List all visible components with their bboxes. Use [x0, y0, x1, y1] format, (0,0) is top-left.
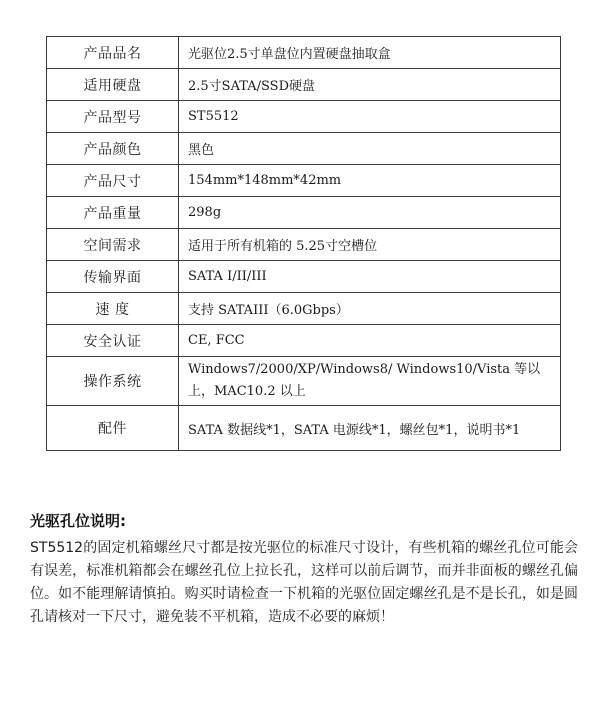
spec-row-interface [47, 261, 561, 293]
spec-row-certification [47, 325, 561, 357]
spec-row-model [47, 101, 561, 133]
spec-row-speed [47, 293, 561, 325]
spec-label: 产品尺寸 [47, 165, 179, 197]
mounting-hole-note [30, 511, 578, 629]
product-spec-table [46, 36, 561, 451]
spec-label: 配件 [47, 406, 179, 451]
note-body: ST5512的固定机箱螺丝尺寸都是按光驱位的标准尺寸设计，有些机箱的螺丝孔位可能会有误差，标准机箱都会在螺丝孔位上拉长孔，这样可以前后调节，而并非面板的螺丝孔偏位。如不能理解请慎拍。购买时请检查一下机箱的光驱位固定螺丝孔是不是长孔，如是圆孔请核对一下尺寸，避免装不平机箱，造成不必要的麻烦！ [30, 540, 578, 625]
spec-value: 黑色 [179, 133, 561, 165]
note-title: 光驱孔位说明: [30, 512, 126, 530]
spec-value: CE, FCC [179, 325, 561, 357]
spec-label: 适用硬盘 [47, 69, 179, 101]
spec-row-accessories [47, 406, 561, 451]
spec-row-product-name [47, 37, 561, 69]
spec-value: ST5512 [179, 101, 561, 133]
spec-row-dimensions [47, 165, 561, 197]
spec-value: 298g [179, 197, 561, 229]
spec-label: 速 度 [47, 293, 179, 325]
spec-value: 支持 SATAIII（6.0Gbps） [179, 293, 561, 325]
spec-value: SATA 数据线*1，SATA 电源线*1，螺丝包*1，说明书*1 [179, 406, 561, 451]
spec-value: SATA I/II/III [179, 261, 561, 293]
spec-label: 产品型号 [47, 101, 179, 133]
spec-label: 空间需求 [47, 229, 179, 261]
spec-row-color [47, 133, 561, 165]
spec-row-space-requirement [47, 229, 561, 261]
spec-label: 安全认证 [47, 325, 179, 357]
spec-label: 操作系统 [47, 357, 179, 406]
spec-label: 产品颜色 [47, 133, 179, 165]
spec-label: 传输界面 [47, 261, 179, 293]
spec-row-weight [47, 197, 561, 229]
spec-value: 适用于所有机箱的 5.25寸空槽位 [179, 229, 561, 261]
spec-value: 154mm*148mm*42mm [179, 165, 561, 197]
spec-label: 产品重量 [47, 197, 179, 229]
spec-value: 2.5寸SATA/SSD硬盘 [179, 69, 561, 101]
spec-value: 光驱位2.5寸单盘位内置硬盘抽取盒 [179, 37, 561, 69]
spec-row-os [47, 357, 561, 406]
spec-label: 产品品名 [47, 37, 179, 69]
spec-row-compatible-drive [47, 69, 561, 101]
spec-value: Windows7/2000/XP/Windows8/ Windows10/Vista 等以上，MAC10.2 以上 [179, 357, 561, 406]
